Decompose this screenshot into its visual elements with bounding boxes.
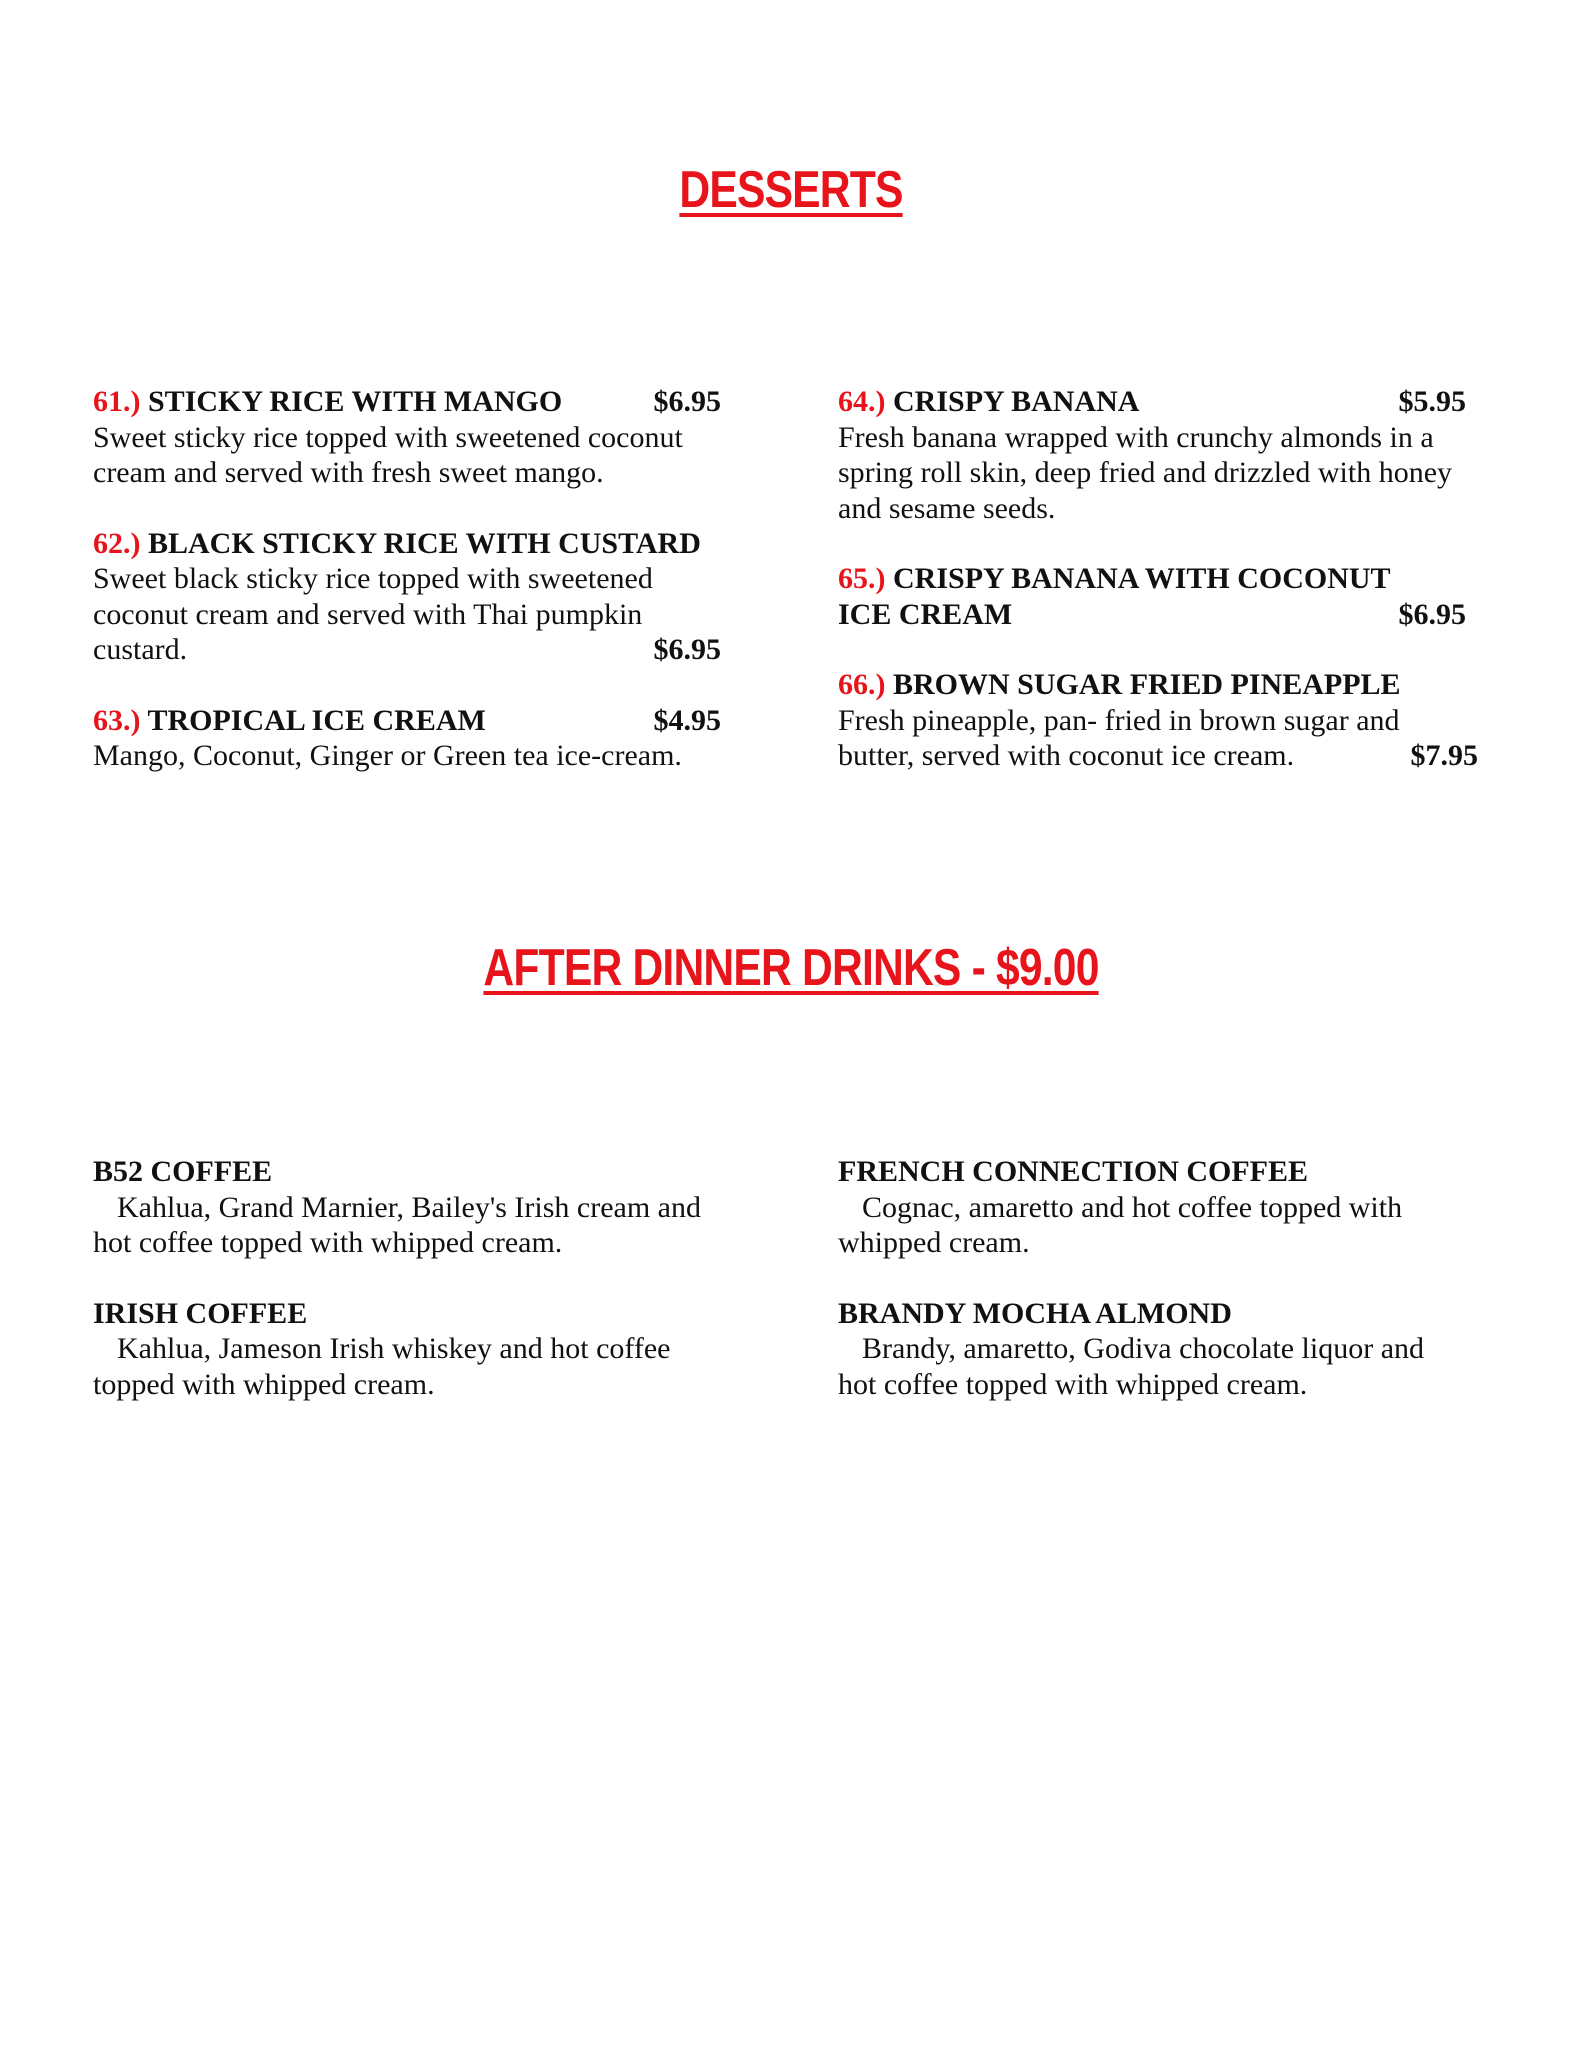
item-price: $6.95 xyxy=(1398,597,1466,631)
item-title xyxy=(838,384,1466,420)
item-name: CRISPY BANANA xyxy=(893,385,1140,418)
drink-name: B52 COFFEE xyxy=(93,1155,273,1188)
menu-item-63 xyxy=(93,703,721,774)
item-description: coconut cream and served with Thai pumpkin xyxy=(93,597,643,631)
item-description-last-line xyxy=(838,738,1478,774)
item-description: Fresh banana wrapped with crunchy almonds in a xyxy=(838,420,1434,454)
after-dinner-drinks-heading: AFTER DINNER DRINKS - $9.00 xyxy=(483,939,1099,997)
drink-name: IRISH COFFEE xyxy=(93,1296,308,1330)
drink-item-b52-coffee xyxy=(93,1154,733,1261)
drinks-left-column xyxy=(93,1154,733,1437)
drink-description: whipped cream. xyxy=(838,1226,1030,1259)
item-title xyxy=(838,667,1466,703)
item-title xyxy=(93,703,721,739)
item-title-second-line xyxy=(838,597,1466,633)
item-title xyxy=(93,384,721,420)
menu-item-61 xyxy=(93,384,721,491)
drink-description: hot coffee topped with whipped cream. xyxy=(93,1226,563,1259)
item-description: spring roll skin, deep fried and drizzled with honey xyxy=(838,456,1453,489)
drink-description: Brandy, amaretto, Godiva chocolate liquor and xyxy=(862,1332,1425,1365)
drink-item-irish-coffee xyxy=(93,1296,733,1403)
item-description: and sesame seeds. xyxy=(838,491,1056,525)
menu-item-64 xyxy=(838,384,1466,526)
item-number: 61.) xyxy=(93,385,141,418)
item-description: butter, served with coconut ice cream. xyxy=(838,739,1295,772)
drink-item-brandy-mocha-almond xyxy=(838,1296,1478,1403)
item-price: $6.95 xyxy=(653,385,721,418)
drink-description: Cognac, amaretto and hot coffee topped with xyxy=(862,1190,1403,1224)
drink-description: Kahlua, Grand Marnier, Bailey's Irish cream and xyxy=(117,1190,701,1224)
drink-name: BRANDY MOCHA ALMOND xyxy=(838,1296,1232,1330)
item-description: cream and served with fresh sweet mango. xyxy=(93,456,604,489)
item-description: custard. xyxy=(93,633,188,666)
drink-description: Kahlua, Jameson Irish whiskey and hot coffee xyxy=(117,1332,671,1365)
desserts-heading: DESSERTS xyxy=(679,161,903,219)
menu-item-62 xyxy=(93,526,721,668)
item-price: $4.95 xyxy=(653,703,721,737)
desserts-left-column xyxy=(93,384,721,809)
item-name: BLACK STICKY RICE WITH CUSTARD xyxy=(148,526,701,560)
item-price: $5.95 xyxy=(1398,385,1466,418)
item-description: Mango, Coconut, Ginger or Green tea ice-cream. xyxy=(93,739,682,772)
item-number: 65.) xyxy=(838,562,886,595)
drink-description: topped with whipped cream. xyxy=(93,1367,435,1401)
item-number: 63.) xyxy=(93,703,141,737)
drinks-right-column xyxy=(838,1154,1478,1437)
item-number: 66.) xyxy=(838,668,886,701)
item-name: CRISPY BANANA WITH COCONUT xyxy=(893,562,1391,595)
item-number: 62.) xyxy=(93,526,141,560)
menu-item-65 xyxy=(838,561,1466,632)
item-number: 64.) xyxy=(838,385,886,418)
item-title xyxy=(93,526,721,562)
item-price: $7.95 xyxy=(1410,739,1478,772)
drink-item-french-connection-coffee xyxy=(838,1154,1478,1261)
item-name: BROWN SUGAR FRIED PINEAPPLE xyxy=(893,668,1401,701)
item-price: $6.95 xyxy=(653,633,721,666)
item-description: Fresh pineapple, pan- fried in brown sugar and xyxy=(838,703,1400,737)
desserts-right-column xyxy=(838,384,1478,809)
item-description-last-line xyxy=(93,632,721,668)
item-title xyxy=(838,561,1466,597)
item-description: Sweet black sticky rice topped with sweetened xyxy=(93,562,653,595)
drink-description: hot coffee topped with whipped cream. xyxy=(838,1367,1308,1401)
item-name: ICE CREAM xyxy=(838,597,1013,631)
drink-name: FRENCH CONNECTION COFFEE xyxy=(838,1155,1309,1188)
menu-item-66 xyxy=(838,667,1478,774)
item-name: TROPICAL ICE CREAM xyxy=(147,703,486,737)
item-name: STICKY RICE WITH MANGO xyxy=(148,385,563,418)
item-description: Sweet sticky rice topped with sweetened coconut xyxy=(93,420,683,454)
